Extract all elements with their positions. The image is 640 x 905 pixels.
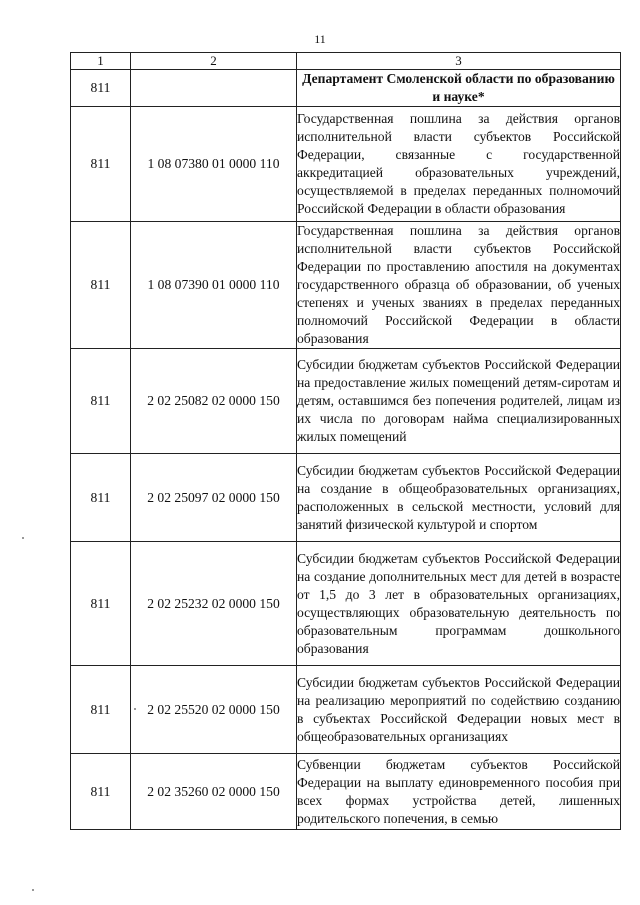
- table-row: [71, 107, 621, 222]
- table-row: [71, 666, 621, 754]
- admin-code-cell: 811: [71, 454, 131, 542]
- admin-code-cell: 811: [71, 754, 131, 830]
- column-header-3: 3: [297, 53, 621, 70]
- admin-code-cell: 811: [71, 349, 131, 454]
- budget-code-cell: 2 02 25082 02 0000 150: [131, 349, 297, 454]
- table-row: [71, 454, 621, 542]
- column-header-1: 1: [71, 53, 131, 70]
- budget-codes-table: [70, 52, 621, 830]
- admin-code-cell: 811: [71, 666, 131, 754]
- budget-code-cell: 2 02 25097 02 0000 150: [131, 454, 297, 542]
- table-row: [71, 222, 621, 349]
- description-cell: Субвенции бюджетам субъектов Российской Федерации на выплату единовременного пособия при всех формах устройства детей, лишенных родительского попечения, в семью: [297, 754, 621, 830]
- budget-code-cell: 2 02 25520 02 0000 150: [131, 666, 297, 754]
- table-row: [71, 349, 621, 454]
- description-cell: Субсидии бюджетам субъектов Российской Федерации на предоставление жилых помещений детям-сиротам и детям, оставшимся без попечения родителей, лицам из их числа по договорам найма специализированных жилых помещений: [297, 349, 621, 454]
- description-cell: Субсидии бюджетам субъектов Российской Федерации на реализацию мероприятий по содействию созданию в субъектах Российской Федерации новых мест в общеобразовательных организациях: [297, 666, 621, 754]
- budget-code-cell: [131, 70, 297, 107]
- description-cell: Государственная пошлина за действия органов исполнительной власти субъектов Российской Федерации, связанные с государственной аккредитацией образовательных учреждений, осуществляемой в пределах переданных полномочий Российской Федерации в области образования: [297, 107, 621, 222]
- admin-code-cell: 811: [71, 222, 131, 349]
- admin-code-cell: 811: [71, 107, 131, 222]
- page-number: 11: [314, 32, 326, 46]
- table-row: [71, 542, 621, 666]
- table-header-row: [71, 53, 621, 70]
- table-row: [71, 754, 621, 830]
- budget-code-cell: 2 02 25232 02 0000 150: [131, 542, 297, 666]
- scan-speck: [22, 537, 24, 539]
- scan-speck: [32, 889, 34, 891]
- table-row: [71, 70, 621, 107]
- budget-code-cell: 1 08 07390 01 0000 110: [131, 222, 297, 349]
- budget-code-cell: 1 08 07380 01 0000 110: [131, 107, 297, 222]
- budget-code-cell: 2 02 35260 02 0000 150: [131, 754, 297, 830]
- department-title: Департамент Смоленской области по образованию и науке*: [297, 70, 621, 107]
- admin-code-cell: 811: [71, 70, 131, 107]
- scan-speck: [134, 708, 136, 710]
- description-cell: Субсидии бюджетам субъектов Российской Федерации на создание дополнительных мест для детей в возрасте от 1,5 до 3 лет в образовательных организациях, осуществляющих образовательную деятельность по образовательным программам дошкольного образования: [297, 542, 621, 666]
- description-cell: Субсидии бюджетам субъектов Российской Федерации на создание в общеобразовательных организациях, расположенных в сельской местности, условий для занятий физической культурой и спортом: [297, 454, 621, 542]
- admin-code-cell: 811: [71, 542, 131, 666]
- column-header-2: 2: [131, 53, 297, 70]
- description-cell: Государственная пошлина за действия органов исполнительной власти субъектов Российской Федерации по проставлению апостиля на документах государственного образца об образовании, об ученых степенях и ученых званиях в пределах переданных полномочий Российской Федерации в области образования: [297, 222, 621, 349]
